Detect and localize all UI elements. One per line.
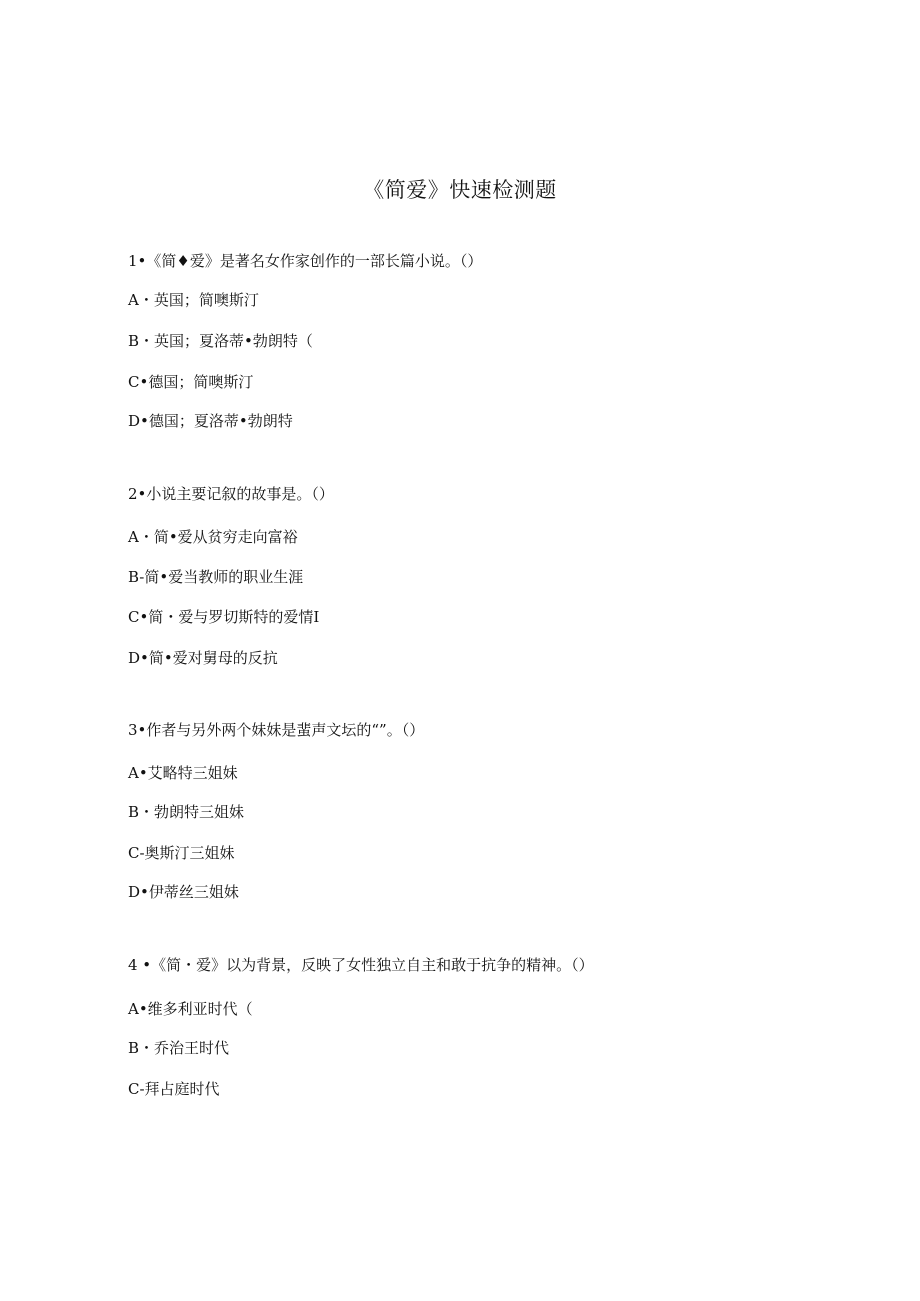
question-3-stem: 3•作者与另外两个妹妹是蜚声文坛的“”。（） — [128, 721, 425, 739]
question-2-option-c: C•简・爱与罗切斯特的爱情I — [128, 608, 320, 626]
question-3-option-d: D•伊蒂丝三姐妹 — [128, 883, 239, 901]
question-3-option-c: C-奥斯汀三姐妹 — [128, 844, 235, 862]
question-1-stem: 1•《简♦爱》是著名女作家创作的一部长篇小说。（） — [128, 252, 483, 270]
question-2-option-d: D•简•爱对舅母的反抗 — [128, 649, 278, 667]
document-title: 《简爱》快速检测题 — [363, 178, 557, 202]
question-4-option-b: B・乔治王时代 — [128, 1039, 230, 1057]
question-2-stem: 2•小说主要记叙的故事是。（） — [128, 485, 334, 503]
question-4-option-a: A•维多利亚时代（ — [128, 1000, 253, 1018]
question-1-option-b: B・英国；夏洛蒂•勃朗特（ — [128, 332, 313, 350]
question-2-option-b: B-简•爱当教师的职业生涯 — [128, 568, 304, 586]
question-1-option-d: D•德国；夏洛蒂•勃朗特 — [128, 412, 293, 430]
question-4-option-c: C-拜占庭时代 — [128, 1080, 220, 1098]
question-3-option-a: A•艾略特三姐妹 — [128, 764, 238, 782]
question-1-option-c: C•德国；简噢斯汀 — [128, 373, 254, 391]
question-2-option-a: A・简•爱从贫穷走向富裕 — [128, 528, 298, 546]
question-4-stem: 4 •《简・爱》以为背景，反映了女性独立自主和敢于抗争的精神。（） — [128, 956, 594, 974]
question-1-option-a: A・英国；简噢斯汀 — [128, 291, 259, 309]
question-3-option-b: B・勃朗特三姐妹 — [128, 803, 245, 821]
